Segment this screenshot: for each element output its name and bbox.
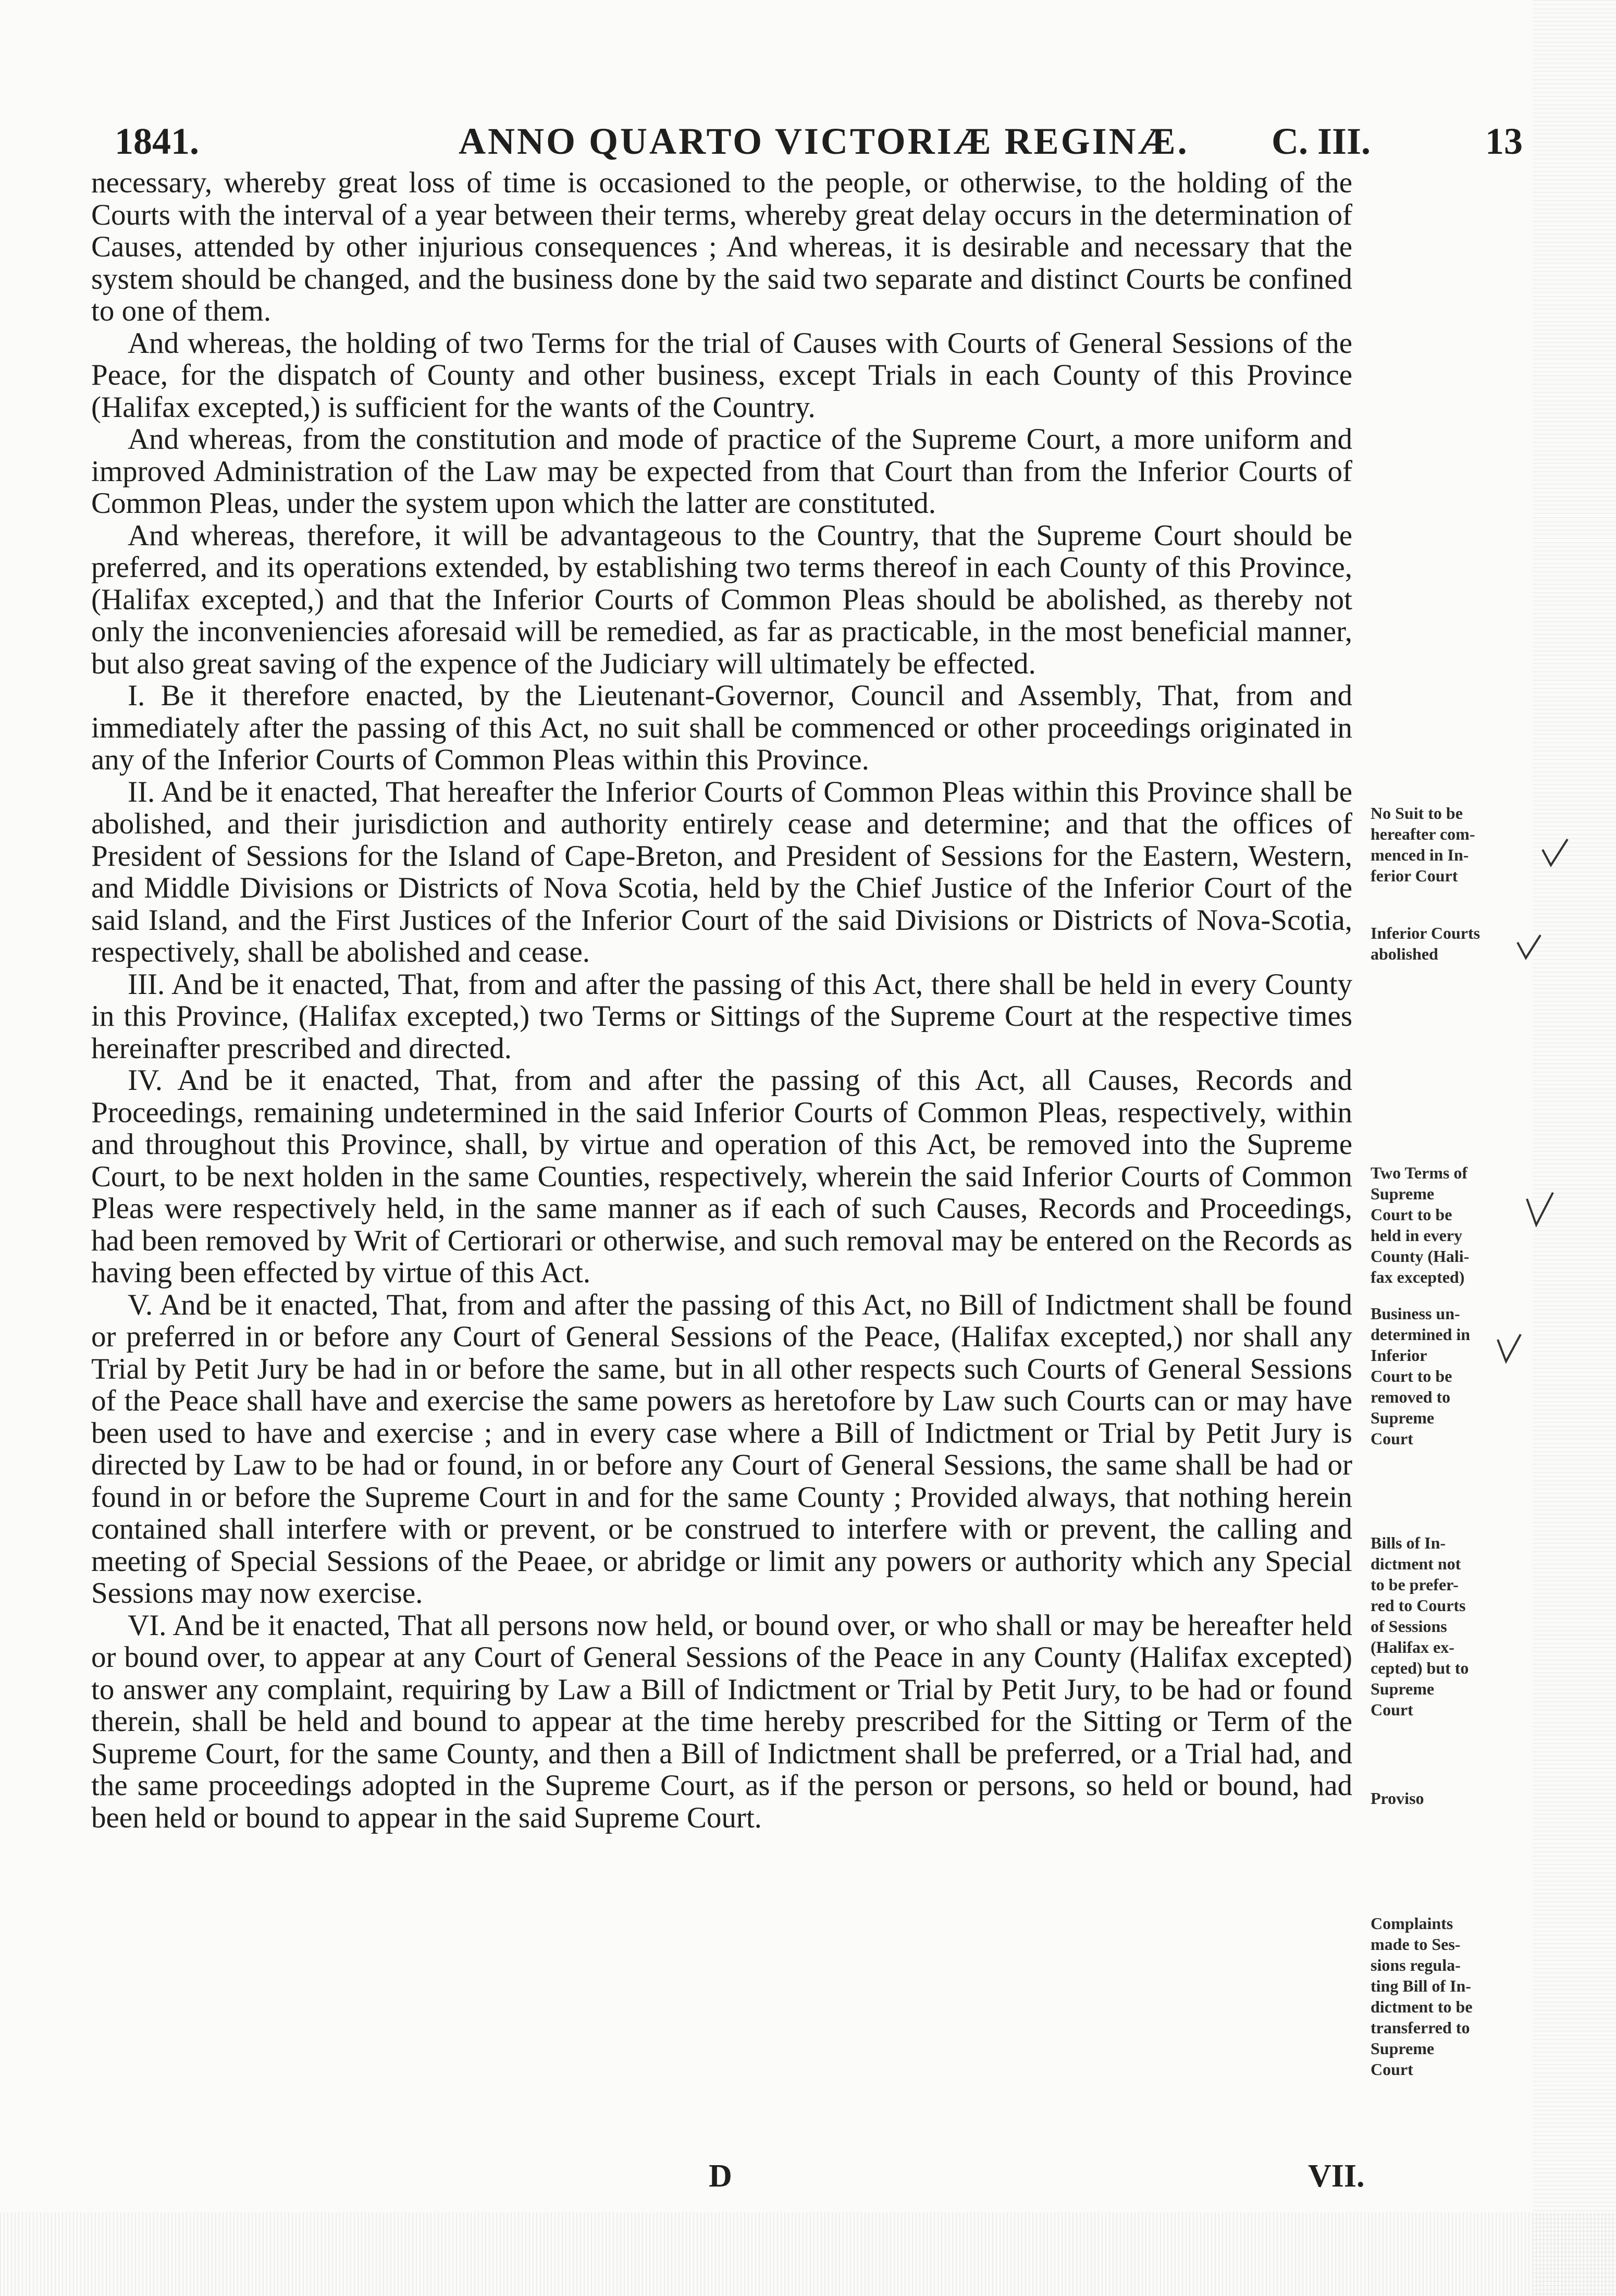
margin-note-proviso: Proviso	[1371, 1789, 1424, 1808]
check-mark-icon	[1490, 1329, 1527, 1371]
page-number: 13	[1485, 120, 1523, 162]
paragraph-3: And whereas, therefore, it will be advantageous to the Country, that the Supreme Court should be preferred, and its operations extended, by establishing two terms thereof in each County of this Province, (Halifax excepted,) and that the Inferior Courts of Common Pleas should be abolished, as thereby not only the inconveniencies aforesaid will be remedied, as far as practicable, in the most beneficial manner, but also great saving of the expence of the Judiciary will ultimately be effected.	[91, 519, 1352, 680]
signature-mark: D	[709, 2158, 732, 2194]
margin-note-complaints: Complaints made to Ses- sions regula- ting Bill of In- dictment to be transferred to Supreme Court	[1371, 1914, 1473, 2079]
paragraph-9: VI. And be it enacted, That all persons now held, or bound over, or who shall or may be hereafter held or bound over, to appear at any Court of General Sessions of the Peace in any County (Halifax excepted) to answer any complaint, requiring by Law a Bill of Indictment or Trial by Petit Jury, to be had or found therein, shall be held and bound to appear at the time hereby prescribed for the Sitting or Term of the Supreme Court, for the same County, and then a Bill of Indictment shall be preferred, or a Trial had, and the same proceedings adopted in the Supreme Court, as if the person or persons, so held or bound, had been held or bound to appear in the said Supreme Court.	[91, 1609, 1352, 1834]
paragraph-5: II. And be it enacted, That hereafter the Inferior Courts of Common Pleas within this Province shall be abolished, and their jurisdiction and authority entirely cease and determine; and that the offices of President of Sessions for the Island of Cape-Breton, and President of Sessions for the Eastern, Western, and Middle Divisions or Districts of Nova Scotia, held by the Chief Justice of the Inferior Court of the said Island, and the First Justices of the Inferior Court of the said Divisions or Districts of Nova-Scotia, respectively, shall be abolished and cease.	[91, 775, 1352, 968]
paragraph-6: III. And be it enacted, That, from and after the passing of this Act, there shall be held in every County in this Province, (Halifax excepted,) two Terms or Sittings of the Supreme Court at the respective times hereinafter prescribed and directed.	[91, 967, 1352, 1065]
paragraph-7: IV. And be it enacted, That, from and after the passing of this Act, all Causes, Records and Proceedings, remaining undetermined in the said Inferior Courts of Common Pleas, respectively, within and throughout this Province, shall, by virtue and operation of this Act, be removed into the Supreme Court, to be next holden in the same Counties, respectively, wherein the said Inferior Courts of Common Pleas were respectively held, in the same manner as if each of such Causes, Records and Proceedings, had been removed by Writ of Certiorari or otherwise, and such removal may be entered on the Records as having been effected by virtue of this Act.	[91, 1064, 1352, 1289]
main-body-text	[91, 167, 1352, 2226]
header-year: 1841.	[115, 120, 199, 162]
check-mark-icon	[1511, 928, 1548, 969]
paragraph-2: And whereas, from the constitution and mode of practice of the Supreme Court, a more uniform and improved Administration of the Law may be expected from that Court than from the Inferior Courts of Common Pleas, under the system upon which the latter are constituted.	[91, 423, 1352, 520]
paragraph-4: I. Be it therefore enacted, by the Lieutenant-Governor, Council and Assembly, That, from and immediately after the passing of this Act, no suit shall be commenced or other proceedings originated in any of the Inferior Courts of Common Pleas within this Province.	[91, 679, 1352, 776]
paragraph-8: V. And be it enacted, That, from and after the passing of this Act, no Bill of Indictment shall be found or preferred in or before any Court of General Sessions of the Peace, (Halifax excepted,) nor shall any Trial by Petit Jury be had in or before the same, but in all other respects such Courts of General Sessions of the Peace shall have and exercise the same powers as heretofore by Law such Courts can or may have been used to have and exercise ; and in every case where a Bill of Indictment or Trial by Petit Jury is directed by Law to be had or found, in or before any Court of General Sessions, the same shall be had or found in or before the Supreme Court in and for the same County ; Provided always, that nothing herein contained shall interfere with or prevent, or be construed to interfere with or prevent, the calling and meeting of Special Sessions of the Peaee, or abridge or limit any powers or authority which any Special Sessions may now exercise.	[91, 1288, 1352, 1610]
margin-notes	[1371, 803, 1527, 2158]
catchword: VII.	[1308, 2158, 1365, 2194]
header-chapter: C. III.	[1272, 120, 1371, 162]
margin-note-bills-of-indictment: Bills of In- dictment not to be prefer- red to Courts of Sessions (Halifax ex- cepted) but to Supreme Court	[1371, 1533, 1469, 1719]
paragraph-0: necessary, whereby great loss of time is occasioned to the people, or otherwise, to the holding of the Courts with the interval of a year between their terms, whereby great delay occurs in the determination of Causes, attended by other injurious consequences ; And whereas, it is desirable and necessary that the system should be changed, and the business done by the said two separate and distinct Courts be confined to one of them.	[91, 166, 1352, 327]
scan-noise-right	[1533, 0, 1616, 2296]
margin-note-no-suit: No Suit to be hereafter com- menced in In- ferior Court	[1371, 804, 1475, 885]
margin-note-business-undetermined: Business un- determined in Inferior Court to be removed to Supreme Court	[1371, 1304, 1471, 1448]
margin-note-two-terms: Two Terms of Supreme Court to be held in every County (Hali- fax excepted)	[1371, 1163, 1470, 1286]
check-mark-icon	[1522, 1188, 1558, 1230]
page-footer	[0, 2158, 1616, 2205]
header-title: ANNO QUARTO VICTORIÆ REGINÆ.	[459, 120, 1189, 162]
check-mark-icon	[1537, 834, 1574, 876]
margin-note-inferior-courts-abolished: Inferior Courts abolished	[1371, 924, 1481, 963]
paragraph-1: And whereas, the holding of two Terms for the trial of Causes with Courts of General Sessions of the Peace, for the dispatch of County and other business, except Trials in each County of this Province (Halifax excepted,) is sufficient for the wants of the Country.	[91, 326, 1352, 424]
